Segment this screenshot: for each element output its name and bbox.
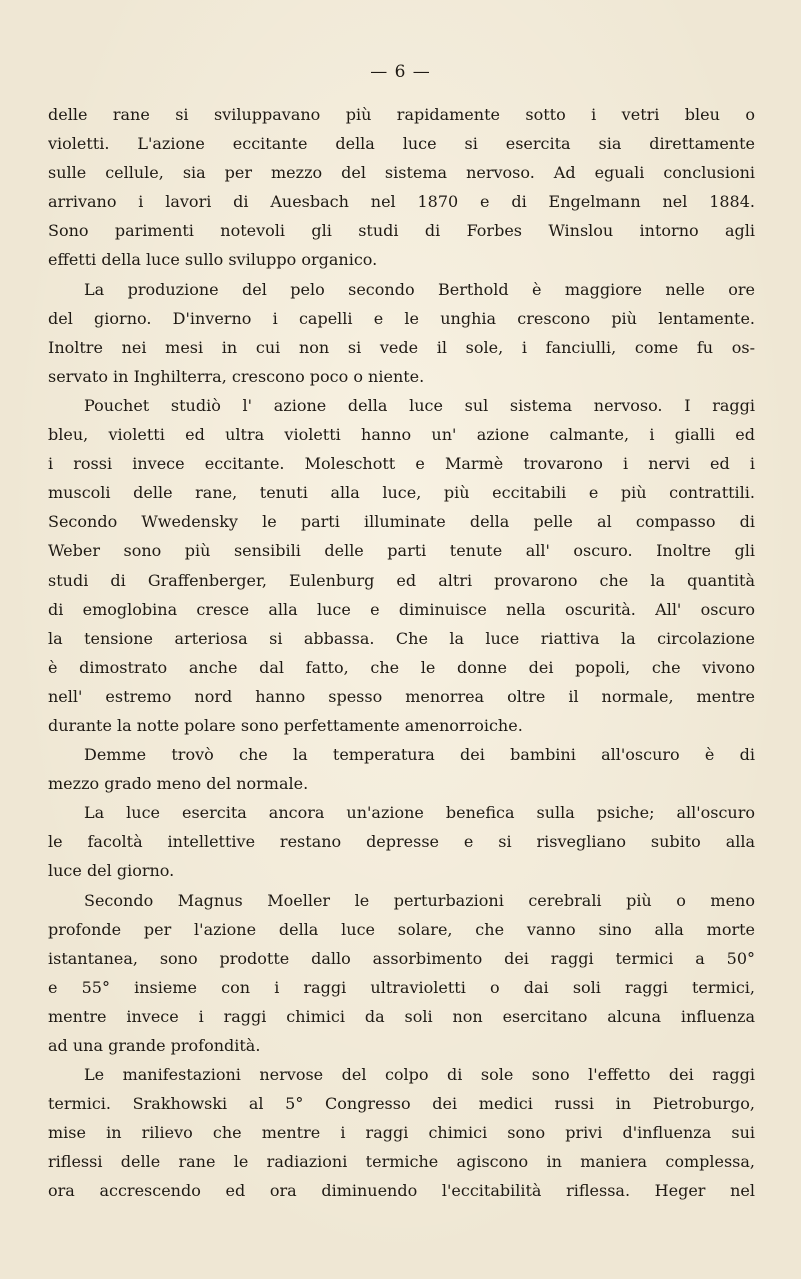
text-line: Demme trovò che la temperatura dei bambini all'oscuro è di — [84, 745, 755, 765]
text-line: mentre invece i raggi chimici da soli non esercitano alcuna influenza — [48, 1006, 755, 1026]
text-line: è dimostrato anche dal fatto, che le donne dei popoli, che vivono — [48, 657, 755, 677]
text-line: servato in Inghilterra, crescono poco o niente. — [48, 366, 425, 386]
text-line: violetti. L'azione eccitante della luce si esercita sia direttamente — [48, 134, 755, 154]
text-line: mezzo grado meno del normale. — [48, 774, 309, 794]
text-line: di emoglobina cresce alla luce e diminuisce nella oscurità. All' oscuro — [48, 599, 755, 619]
text-line: i rossi invece eccitante. Moleschott e Marmè trovarono i nervi ed i — [48, 454, 755, 474]
text-line: del giorno. D'inverno i capelli e le unghia crescono più lentamente. — [48, 308, 755, 328]
text-line: mise in rilievo che mentre i raggi chimici sono privi d'influenza sui — [48, 1123, 755, 1143]
text-line: effetti della luce sullo sviluppo organico. — [48, 250, 378, 270]
text-line: Le manifestazioni nervose del colpo di sole sono l'effetto dei raggi — [84, 1065, 755, 1085]
text-line: termici. Srakhowski al 5° Congresso dei medici russi in Pietroburgo, — [48, 1094, 755, 1114]
text-line: Secondo Wwedensky le parti illuminate della pelle al compasso di — [48, 512, 755, 532]
text-line: le facoltà intellettive restano depresse e si risvegliano subito alla — [48, 832, 755, 852]
text-line: la tensione arteriosa si abbassa. Che la luce riattiva la circolazione — [48, 628, 755, 648]
text-line: Secondo Magnus Moeller le perturbazioni cerebrali più o meno — [84, 890, 755, 910]
text-line: durante la notte polare sono perfettamente amenorroiche. — [48, 715, 523, 735]
text-line: Sono parimenti notevoli gli studi di Forbes Winslou intorno agli — [48, 221, 755, 241]
text-line: istantanea, sono prodotte dallo assorbimento dei raggi termici a 50° — [48, 948, 755, 968]
text-line: riflessi delle rane le radiazioni termiche agiscono in maniera complessa, — [48, 1152, 755, 1172]
text-line: arrivano i lavori di Auesbach nel 1870 e di Engelmann nel 1884. — [48, 192, 755, 212]
text-line: La luce esercita ancora un'azione benefica sulla psiche; all'oscuro — [84, 803, 755, 823]
text-line: sulle cellule, sia per mezzo del sistema nervoso. Ad eguali conclusioni — [48, 163, 755, 183]
text-line: studi di Graffenberger, Eulenburg ed altri provarono che la quantità — [48, 570, 755, 590]
text-line: Weber sono più sensibili delle parti tenute all' oscuro. Inoltre gli — [48, 541, 755, 561]
text-line: Pouchet studiò l' azione della luce sul sistema nervoso. I raggi — [84, 395, 755, 415]
text-line: La produzione del pelo secondo Berthold è maggiore nelle ore — [84, 279, 755, 299]
text-line: ora accrescendo ed ora diminuendo l'eccitabilità riflessa. Heger nel — [48, 1181, 755, 1201]
text-line: delle rane si sviluppavano più rapidamente sotto i vetri bleu o — [48, 105, 755, 124]
page-number: — 6 — — [370, 62, 431, 82]
text-line: luce del giorno. — [48, 861, 175, 881]
text-line: Inoltre nei mesi in cui non si vede il sole, i fanciulli, come fu os- — [48, 337, 755, 357]
body-text — [48, 100, 755, 1206]
text-line: nell' estremo nord hanno spesso menorrea oltre il normale, mentre — [48, 686, 755, 706]
text-line: profonde per l'azione della luce solare, che vanno sino alla morte — [48, 919, 755, 939]
text-line: muscoli delle rane, tenuti alla luce, più eccitabili e più contrattili. — [48, 483, 755, 503]
text-line: ad una grande profondità. — [48, 1036, 261, 1055]
text-line: bleu, violetti ed ultra violetti hanno un' azione calmante, i gialli ed — [48, 425, 755, 445]
text-line: e 55° insieme con i raggi ultravioletti o dai soli raggi termici, — [48, 977, 755, 997]
